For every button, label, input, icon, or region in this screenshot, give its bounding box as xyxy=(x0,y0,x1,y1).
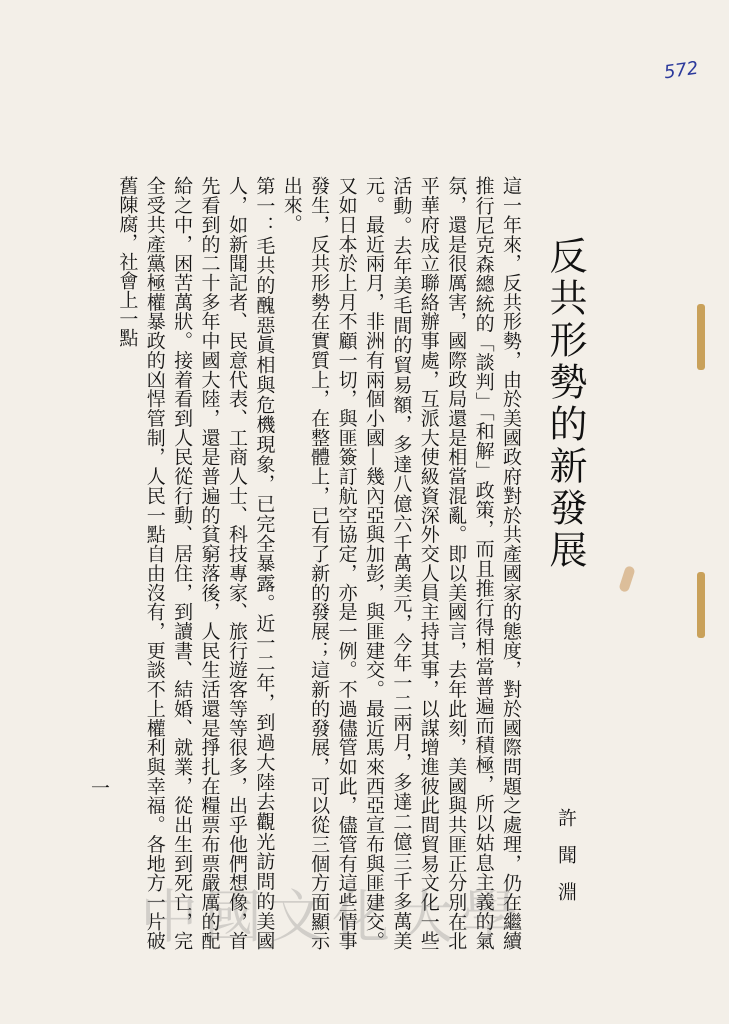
paper-stain xyxy=(618,565,636,593)
article-title: 反共形勢的新發展 xyxy=(543,236,587,572)
staple-mark xyxy=(697,304,705,370)
page-folio: 一 xyxy=(88,778,110,797)
author-name: 許聞淵 xyxy=(555,808,577,919)
watermark: 中國文化大學 xyxy=(140,883,525,951)
body-paragraph: 第一：毛共的醜惡眞相與危機現象，已完全暴露。近一二年，到過大陸去觀光訪問的美國人，如新聞記者、民意代表、工商人士、科技專家、旅行遊客等等很多，出乎他們想像，首先看到的二十多年中國大陸，還是普遍的貧窮落後，人民生活還是掙扎在糧票布票嚴厲的配給之中，困苦萬狀。接着看到人民從行動、居住，到讀書、結婚、就業，從出生到死亡，完全受共產黨極權暴政的凶悍管制，人民一點自由沒有，更談不上權利與幸福。各地方一片破舊陳腐，社會上一點 xyxy=(116,176,276,950)
body-paragraph: 這一年來，反共形勢，由於美國政府對於共產國家的態度，對於國際問題之處理，仍在繼續推行尼克森總統的「談判」「和解」政策，而且推行得相當普遍而積極，所以姑息主義的氣氛，還是很厲害，國際政局還是相當混亂。即以美國言，去年此刻，美國與共匪正分別在北平華府成立聯絡辦事處，互派大使級資深外交人員主持其事，以謀增進彼此間貿易文化一些活動。去年美毛間的貿易額，多達八億六千萬美元，今年一二兩月，多達二億三千多萬美元。最近兩月，非洲有兩個小國—幾內亞與加彭，與匪建交。最近馬來西亞宣布與匪建交。又如日本於上月不顧一切，與匪簽訂航空協定，亦是一例。不過儘管如此，儘管有這些情事發生，反共形勢在實質上，在整體上，已有了新的發展；這新的發展，可以從三個方面顯示出來。 xyxy=(280,176,522,950)
handwritten-page-number: 572 xyxy=(662,57,700,84)
article-body xyxy=(112,176,524,950)
staple-mark xyxy=(697,572,705,638)
